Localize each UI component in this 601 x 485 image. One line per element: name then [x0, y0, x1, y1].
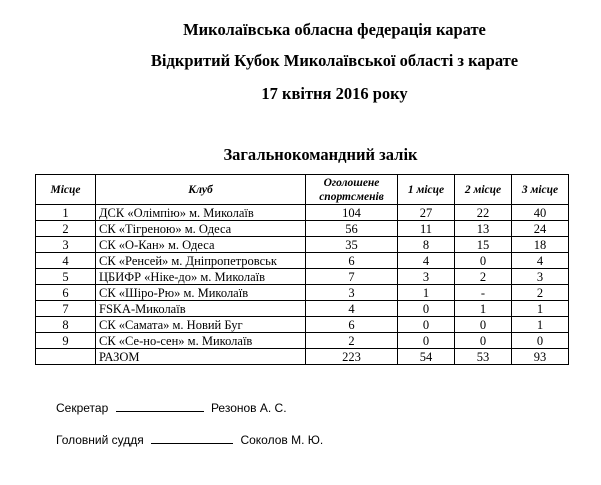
secretary-signature — [56, 400, 287, 415]
cell-third: 18 — [512, 237, 569, 253]
table-row — [36, 317, 569, 333]
cell-second: 13 — [455, 221, 512, 237]
cell-club: ДСК «Олімпію» м. Миколаїв — [96, 205, 306, 221]
cell-second: 15 — [455, 237, 512, 253]
table-header-row — [36, 175, 569, 205]
cell-club: СК «Самата» м. Новий Буг — [96, 317, 306, 333]
cell-first: 4 — [398, 253, 455, 269]
event-date: 17 квітня 2016 року — [261, 84, 408, 103]
cell-club: СК «О-Кан» м. Одеса — [96, 237, 306, 253]
cell-place: 9 — [36, 333, 96, 349]
cell-place: 5 — [36, 269, 96, 285]
cell-first: 8 — [398, 237, 455, 253]
cell-place: 2 — [36, 221, 96, 237]
cell-second: 0 — [455, 253, 512, 269]
cell-place: 6 — [36, 285, 96, 301]
cell-athletes: 4 — [306, 301, 398, 317]
column-header-club: Клуб — [96, 175, 306, 205]
cell-second: 0 — [455, 333, 512, 349]
cell-athletes: 6 — [306, 253, 398, 269]
cell-first: 1 — [398, 285, 455, 301]
cell-second: 2 — [455, 269, 512, 285]
cell-third: 1 — [512, 317, 569, 333]
cell-athletes: 7 — [306, 269, 398, 285]
column-header-first: 1 місце — [398, 175, 455, 205]
cell-first: 11 — [398, 221, 455, 237]
cell-second: 22 — [455, 205, 512, 221]
column-header-athletes: Оголошене спортсменів — [306, 175, 398, 205]
event-title: Відкритий Кубок Миколаївської області з карате — [150, 51, 519, 70]
cell-athletes: 3 — [306, 285, 398, 301]
table-row-total — [36, 349, 569, 365]
cell-club: РАЗОМ — [96, 349, 306, 365]
cell-club: СК «Шіро-Рю» м. Миколаїв — [96, 285, 306, 301]
table-row — [36, 285, 569, 301]
signature-line — [151, 432, 233, 444]
cell-second: - — [455, 285, 512, 301]
cell-third: 2 — [512, 285, 569, 301]
table-row — [36, 205, 569, 221]
table-row — [36, 301, 569, 317]
cell-place: 1 — [36, 205, 96, 221]
cell-athletes: 2 — [306, 333, 398, 349]
cell-first: 0 — [398, 317, 455, 333]
cell-place: 8 — [36, 317, 96, 333]
table-row — [36, 333, 569, 349]
cell-second: 1 — [455, 301, 512, 317]
cell-club: FSKA-Миколаїв — [96, 301, 306, 317]
results-table — [35, 174, 569, 365]
secretary-name: Резонов А. С. — [210, 401, 287, 415]
cell-third: 4 — [512, 253, 569, 269]
judge-name: Соколов М. Ю. — [240, 433, 324, 447]
secretary-label: Секретар — [56, 401, 109, 415]
cell-first: 3 — [398, 269, 455, 285]
cell-second: 0 — [455, 317, 512, 333]
cell-third: 24 — [512, 221, 569, 237]
cell-third: 93 — [512, 349, 569, 365]
cell-first: 0 — [398, 301, 455, 317]
judge-label: Головний суддя — [56, 433, 144, 447]
cell-third: 0 — [512, 333, 569, 349]
column-header-place: Місце — [36, 175, 96, 205]
cell-athletes: 104 — [306, 205, 398, 221]
cell-first: 27 — [398, 205, 455, 221]
cell-club: СК «Тігреною» м. Одеса — [96, 221, 306, 237]
cell-place: 3 — [36, 237, 96, 253]
cell-third: 40 — [512, 205, 569, 221]
cell-athletes: 223 — [306, 349, 398, 365]
cell-third: 1 — [512, 301, 569, 317]
signature-line — [116, 400, 204, 412]
cell-second: 53 — [455, 349, 512, 365]
cell-third: 3 — [512, 269, 569, 285]
cell-place: 4 — [36, 253, 96, 269]
cell-first: 0 — [398, 333, 455, 349]
cell-first: 54 — [398, 349, 455, 365]
federation-title: Миколаївська обласна федерація карате — [183, 20, 486, 39]
column-header-second: 2 місце — [455, 175, 512, 205]
cell-club: ЦБИФР «Ніке-до» м. Миколаїв — [96, 269, 306, 285]
table-row — [36, 221, 569, 237]
section-title: Загальнокомандний залік — [223, 145, 418, 164]
table-row — [36, 237, 569, 253]
cell-club: СК «Ренсей» м. Дніпропетровськ — [96, 253, 306, 269]
cell-club: СК «Се-но-сен» м. Миколаїв — [96, 333, 306, 349]
cell-athletes: 6 — [306, 317, 398, 333]
cell-athletes: 35 — [306, 237, 398, 253]
cell-athletes: 56 — [306, 221, 398, 237]
judge-signature — [56, 432, 323, 447]
cell-place — [36, 349, 96, 365]
column-header-third: 3 місце — [512, 175, 569, 205]
cell-place: 7 — [36, 301, 96, 317]
table-row — [36, 269, 569, 285]
results-table-body — [36, 205, 569, 365]
table-row — [36, 253, 569, 269]
